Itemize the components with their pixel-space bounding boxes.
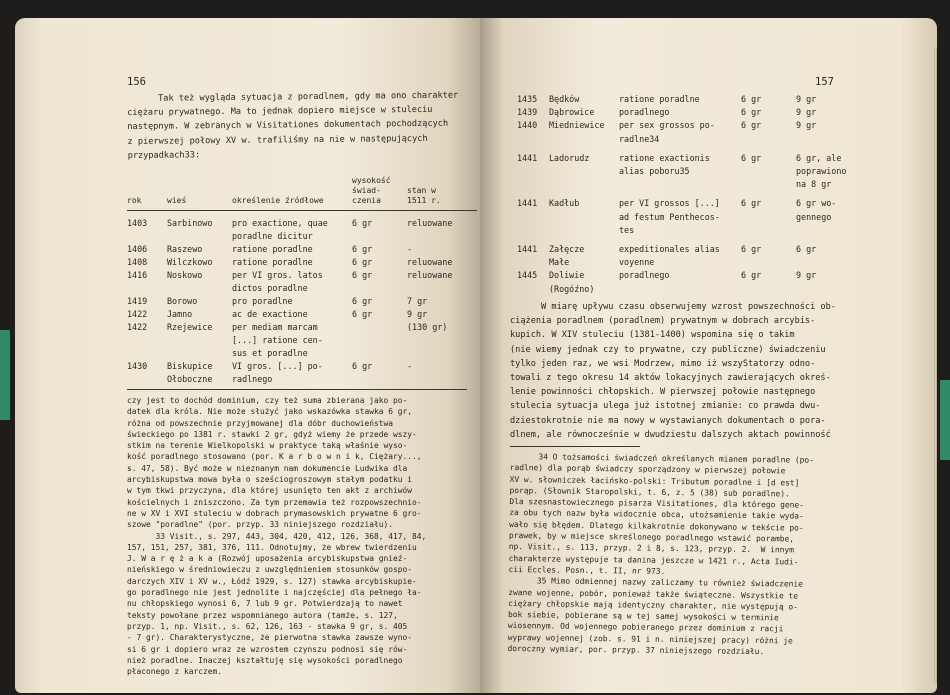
table-cell: Borowo [167,296,198,306]
table-cell: ratione poradlne [619,94,700,104]
footnote-line: różna od powszechnie przyjmowanej dla dóbr duchowieństwa [127,418,394,428]
table-cell: 6 gr [741,244,762,255]
footnote-line: szowe "poradlne" (por. przyp. 33 niniejszego rozdziału). [127,520,394,530]
table-header-cell: wysokość świad- czenia [352,176,407,211]
table-row [517,269,866,295]
table-row [517,119,866,145]
table-cell: per sex grossos po- radlne34 [619,120,715,144]
table-cell: 9 gr [796,270,817,281]
text-line: tylko jeden raz, we wsi Modrzew, mimo iż wszyStatorzy odno- [510,358,816,369]
table-cell: 1441 [517,198,538,209]
table-cell: 1422 [127,322,148,332]
page-number-right: 157 [815,76,834,88]
footnote-line: za obu tych nazw była widocznie obca, utożsamienie takie wyda- [509,508,804,522]
table-cell: Kadłub [549,198,580,209]
table-cell: 6 gr [741,270,762,281]
table-row [127,211,477,244]
footnote-line: radlne) dla porąb świadczy sporządzony w pierwszej połowie [509,463,786,476]
table-cell: 6 gr [741,94,762,104]
table-row [517,106,866,119]
footnote-line: wiosennym. Od wojennego pobieranego przez dominium z racji [507,621,784,634]
table-cell: 9 gr [796,107,817,118]
table-cell: 6 gr, ale poprawiono na 8 gr [796,152,847,190]
footnote-line: np. Visit., s. 113, przyp. 2 i 8, s. 123, przyp. 2. W innym [508,542,794,555]
footnote-line: czy jest to dochód dominium, czy też suma zbierana jako po- [127,396,408,405]
table-cell: 1440 [517,120,538,131]
footnote-divider-left [127,389,467,390]
green-bookmark-right [940,380,950,460]
footnote-line: ne w XV i XVI stuleciu w dobrach prymasowskich prywatne 6 gro- [127,508,422,518]
footnote-line: nież poradlne. Inaczej kształtuję się wysokości poradlnego [127,655,403,665]
table-cell: reluowane [407,218,453,228]
table-cell: - [407,244,413,254]
table-cell: 1408 [127,257,148,267]
table-cell: expeditionales alias voyenne [619,244,720,268]
text-line: kupich. W XIV stuleciu (1381-1400) wspomina się o takim [510,330,795,341]
table-cell: 9 gr [796,120,817,131]
table-cell: pro poradlne [232,296,293,306]
footnote-line: si 6 gr i dopiero wraz ze wzrostem czynszu podnosi się rów- [127,644,408,654]
table-cell: per VI gros. latos dictos poradlne [232,270,323,293]
table-row [517,191,866,237]
table-cell: 6 gr [352,361,373,371]
table-cell: 6 gr [741,198,762,209]
footnote-line: 35 Mimo odmiennej nazwy zaliczamy tu również świadczenie [508,576,803,589]
page-number-left: 156 [127,76,146,88]
table-cell: pro exactione, quae poradlne dicitur [232,218,328,241]
text-line: ciężaru prywatnego. Ma to jednak dopiero miejsce w stuleciu [127,105,433,119]
table-cell: ratione exactionis alias poboru35 [619,152,710,177]
table-cell: 6 gr [352,309,373,319]
table-row [517,93,866,106]
footnote-line: zwane wojenne, pobór, ponieważ także świąteczne. Wszystkie te [508,587,799,601]
text-line: stulecia sytuacja ulega już istotnej zmianie: co prawda dwu- [510,401,821,412]
left-page [15,18,480,693]
table-header-row [127,176,477,211]
table-cell: Doliwie (Rogóźno) [549,270,595,294]
table-cell: Będków [549,94,580,104]
footnote-line: ciężary chłopskie mają identyczny charakter, nie występują o- [508,598,798,612]
open-book [15,10,937,693]
table-header-cell: określenie źródłowe [232,176,352,211]
footnote-line: J. W a r ę ż a k a (Rozwój uposażenia arcybiskupstwa gnieź- [127,554,408,564]
table-header-cell: rok [127,176,167,211]
table-row [127,321,477,360]
table-cell: - [407,361,413,371]
footnote-line: charakterze występuje ta danina jeszcze w 1421 r., Acta Iudi- [508,553,799,567]
footnote-line: w tym tkwi przyczyna, dla której usunięto ten akt z archiwów [127,486,413,496]
footnote-line: Dla szesnastowiecznego pisarza Visitationes, dla którego gene- [509,497,804,510]
footnote-line: go poradlnego nie jest jednolite i najczęściej dla pełnego ła- [127,588,422,598]
table-cell: ac de exactione [232,309,308,319]
footnote-line: doroczny wymiar, por. przyp. 37 niniejszego rozdziału. [507,644,765,657]
table-cell: poradlnego [619,107,670,118]
intro-paragraph [127,89,459,163]
table-cell: Biskupice Ołoboczne [167,361,213,384]
table-row [127,243,477,256]
table-cell: reluowane [407,270,453,280]
footnote-line: - 7 gr). Charakterystyczne, że pierwotna stawka zawsze wyno- [127,633,413,643]
table-cell: 1430 [127,361,148,371]
text-line: następnym. W zebranych w Visitationes dokumentach pochodzących [127,119,449,133]
table-row [127,295,477,308]
green-bookmark-left [0,330,10,420]
footnote-line: kościelnych i zniszczono. Za tym przemawia też rozpowszechnio- [127,497,422,507]
table-cell: reluowane [407,257,453,267]
table-row [127,256,477,269]
text-line: towali z tego okresu 14 aktów lokacyjnych zawierających okreś- [510,373,831,384]
footnote-line: stkim na terenie Wielkopolski w praktyce taką właśnie wyso- [127,441,408,451]
footnote-line: przyp. 1, np. Visit., s. 62, 126, 163 - stawka 9 gr, s. 405 [127,621,408,631]
table-cell: Rzejewice [167,322,213,332]
table-cell: 1441 [517,244,538,255]
table-cell: (130 gr) [407,322,448,332]
footnote-line: teksty powołane przez wspomnianego autora (tamże, s. 127, [127,610,398,620]
table-cell: 1403 [127,218,148,228]
page-edges [933,48,937,683]
table-cell: 1435 [517,94,538,104]
table-cell: 1406 [127,244,148,254]
table-row [127,360,477,386]
footnote-line: datek dla króla. Nie może służyć jako wskazówka stawka 6 gr, [127,407,413,417]
table-cell: 1419 [127,296,148,306]
text-line: dlnem, ale równocześnie w dwudziestu dalszych aktach powinność [510,429,831,440]
footnote-line: kość poradlnego stosowano (por. K a r b o w n i k, Ciężary..., [127,452,422,462]
footnotes-right [508,451,815,658]
table-cell: 1439 [517,107,538,118]
footnotes-left [127,395,426,677]
footnote-line: prawek, by w miejsce skreślonego poradlnego wstawić porambe, [508,531,795,544]
table-cell: per mediam marcam [...] ratione cen- sus et poradlne [232,322,323,358]
footnote-line: 34 O tożsamości świadczeń określanych mianem poradlne (po- [509,451,815,465]
table-row [127,269,477,295]
table-header-cell: stan w 1511 r. [407,176,477,211]
text-line: dziestokrotnie nie ma nowy w wystawianych dokumentach o pora- [510,415,826,426]
footnote-line: cii Eccles. Posn., t. II, nr 973. [508,564,666,576]
table-row [517,237,866,269]
footnote-line: 33 Visit., s. 297, 443, 304, 420, 412, 126, 368, 417, 84, [127,531,427,541]
footnote-line: świeckiego po 1381 r. stawki 2 gr, gdyż wiemy że przede wszy- [127,429,417,439]
table-cell: 6 gr [741,120,762,131]
table-cell: Dąbrowice [549,107,595,118]
table-cell: 6 gr [796,244,817,255]
footnote-line: bok siebie, pobierane są w tej samej wysokości w terminie [507,610,779,623]
table-cell: ratione poradlne [232,257,313,267]
body-paragraph-right [510,300,836,442]
footnote-line: 157, 151, 257, 381, 376, 111. Odnotujmy, że wbrew twierdzeniu [127,542,417,552]
left-table [127,176,477,386]
text-line: przypadkach33: [127,150,201,161]
text-line: z pierwszej połowy XV w. trafiliśmy na nie w następujących [127,133,428,147]
table-cell: 6 gr [352,270,373,280]
table-cell: 6 gr [352,257,373,267]
table-cell: Wilczkowo [167,257,213,267]
footnote-line: płaconego z karczem. [127,667,223,677]
table-cell: 6 gr [352,218,373,228]
table-cell: 6 gr [741,152,762,163]
right-page [480,18,937,693]
footnote-line: nu chłopskiego wynosi 6, 7 lub 9 gr. Potwierdzają to nawet [127,599,403,609]
table-cell: Załęcze Małe [549,244,585,268]
table-cell: 1422 [127,309,148,319]
table-cell: 7 gr [407,296,428,306]
table-cell: Ladorudz [549,152,590,163]
table-cell: 9 gr [407,309,428,319]
footnote-line: XV w. słowniczek łacińsko-polski: Tributum poradlne i [d est] [509,474,800,488]
table-cell: Raszewo [167,244,203,254]
table-cell: poradlnego [619,270,670,281]
table-cell: Miedniewice [549,120,605,131]
table-header-cell: wieś [167,176,232,211]
footnote-line: porąp. (Słownik Staropolski, t. 6, z. 5 (38) sub poradlne). [509,485,790,499]
table-cell: VI gros. [...] po- radlnego [232,361,323,384]
table-cell: ratione poradlne [232,244,313,254]
table-cell: 6 gr [352,296,373,306]
table-cell [352,321,407,360]
table-row [517,146,866,192]
table-cell: 6 gr [741,107,762,118]
right-table [517,93,866,296]
text-line: lenie powinności chłopskich. W pierwszej połowie następnego [510,387,816,398]
text-line: (nie wiemy jednak czy to prywatne, czy publiczne) świadczeniu [510,344,826,355]
footnote-line: darczych XIV i XV w., Łódź 1929, s. 127) stawka arcybiskupie- [127,576,417,586]
table-cell: 1441 [517,152,538,163]
footnote-line: s. 47, 58). Być może w nieznanym nam dokumencie Ludwika dla [127,463,408,473]
table-cell: 1416 [127,270,148,280]
footnote-line: nieńskiego w średniowieczu z uwzględnieniem stosunków gospo- [127,565,413,575]
table-cell: 1445 [517,270,538,281]
footnote-line: wało się błędem. Dlatego kilkakrotnie dokonywano w tekście po- [509,519,804,533]
text-line: W miarę upływu czasu obserwujemy wzrost powszechności ob- [510,302,836,312]
table-cell: 6 gr [352,244,373,254]
table-row [127,308,477,321]
footnote-line: arcybiskupstwa mowa była o sześciogroszowym stałym podatku i [127,475,413,485]
table-cell: Sarbinowo [167,218,213,228]
table-cell: 9 gr [796,94,817,104]
table-cell: Jamno [167,309,193,319]
text-line: Tak też wygląda sytuacja z poradlnem, gdy ma ono charakter [127,90,459,104]
footnote-line: wyprawy wojennej (zob. s. 91 i n. niniejszej pracy) różni je [507,632,793,646]
table-cell: Noskowo [167,270,203,280]
text-line: ciążenia poradlnem (poradlnem) prywatnym w dobrach arcybis- [510,316,816,327]
table-cell: 6 gr wo- gennego [796,198,837,222]
table-cell: per VI grossos [...] ad festum Penthecos- tes [619,198,720,235]
footnote-divider-right [510,446,640,447]
